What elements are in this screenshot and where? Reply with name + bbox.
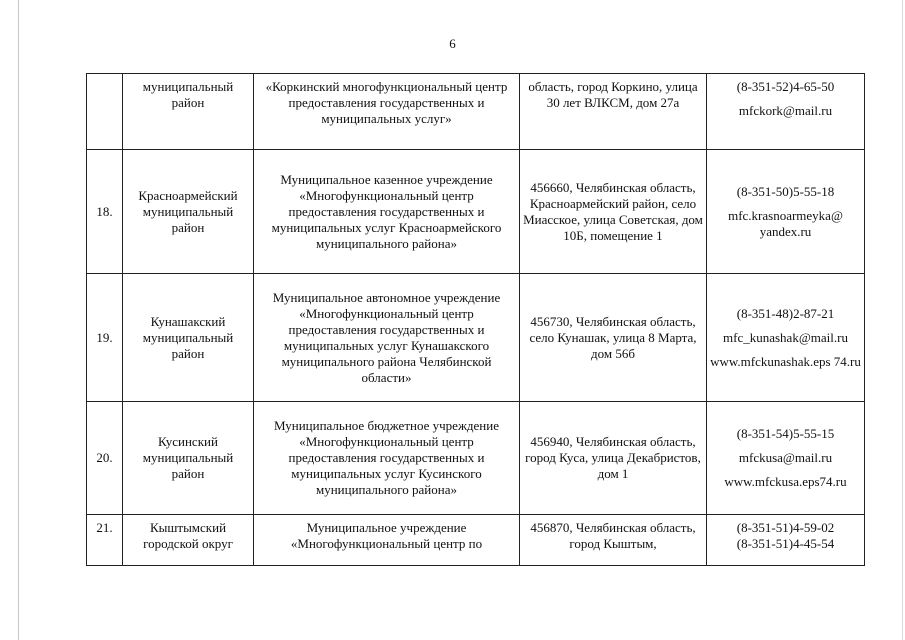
website-link[interactable]: www.mfckusa.eps74.ru: [724, 474, 847, 489]
contacts-cell: [707, 515, 865, 566]
district-cell: Кунашакский муниципальный район: [123, 274, 254, 402]
table-row: [87, 74, 865, 150]
district-cell: муниципальный район: [123, 74, 254, 150]
row-number: 21.: [87, 515, 123, 566]
row-number: 19.: [87, 274, 123, 402]
contacts-cell: [707, 402, 865, 515]
phone-text: (8-351-54)5-55-15: [736, 426, 835, 441]
page-number: 6: [449, 36, 456, 51]
contacts-cell: [707, 274, 865, 402]
organization-cell: Муниципальное бюджетное учреждение «Многофункциональный центр предоставления государственных и муниципальных услуг Кусинского муниципального района»: [254, 402, 520, 515]
phone-text-secondary: (8-351-51)4-45-54: [736, 536, 835, 551]
phone-text: (8-351-48)2-87-21: [736, 305, 835, 321]
email-link[interactable]: mfckork@mail.ru: [738, 103, 833, 118]
row-number: 20.: [87, 402, 123, 515]
organization-cell: Муниципальное учреждение «Многофункциональный центр по: [254, 515, 520, 566]
organization-cell: «Коркинский многофункциональный центр предоставления государственных и муниципальных услуг»: [254, 74, 520, 150]
phone-text: (8-351-52)4-65-50: [736, 79, 835, 94]
scan-edge-right: [902, 0, 903, 640]
district-cell: Красноармейский муниципальный район: [123, 150, 254, 274]
table-row: [87, 515, 865, 566]
email-link[interactable]: mfc_kunashak@mail.ru: [723, 329, 848, 345]
row-number: [87, 74, 123, 150]
email-link[interactable]: mfckusa@mail.ru: [738, 450, 833, 465]
address-cell: 456660, Челябинская область, Красноармейский район, село Миасское, улица Советская, дом 10Б, помещение 1: [520, 150, 707, 274]
organization-cell: Муниципальное автономное учреждение «Многофункциональный центр предоставления государственных и муниципальных услуг Кунашакского муниципального района Челябинской области»: [254, 274, 520, 402]
website-link[interactable]: www.mfckunashak.eps 74.ru: [710, 353, 861, 369]
address-cell: 456730, Челябинская область, село Кунашак, улица 8 Марта, дом 56б: [520, 274, 707, 402]
phone-text: (8-351-50)5-55-18: [736, 183, 835, 199]
contacts-cell: [707, 150, 865, 274]
organization-cell: Муниципальное казенное учреждение «Многофункциональный центр предоставления государственных и муниципальных услуг Красноармейского муниципального района»: [254, 150, 520, 274]
row-number: 18.: [87, 150, 123, 274]
mfc-registry-table: [86, 73, 865, 566]
contacts-cell: [707, 74, 865, 150]
phone-text: (8-351-51)4-59-02: [736, 520, 835, 535]
table-row: [87, 274, 865, 402]
table-row: [87, 402, 865, 515]
district-cell: Кусинский муниципальный район: [123, 402, 254, 515]
district-cell: Кыштымский городской округ: [123, 515, 254, 566]
scan-edge-left: [18, 0, 19, 640]
email-link[interactable]: mfc.krasnoarmeyka@ yandex.ru: [728, 207, 843, 239]
address-cell: область, город Коркино, улица 30 лет ВЛКСМ, дом 27а: [520, 74, 707, 150]
address-cell: 456870, Челябинская область, город Кыштым,: [520, 515, 707, 566]
address-cell: 456940, Челябинская область, город Куса, улица Декабристов, дом 1: [520, 402, 707, 515]
table-row: [87, 150, 865, 274]
